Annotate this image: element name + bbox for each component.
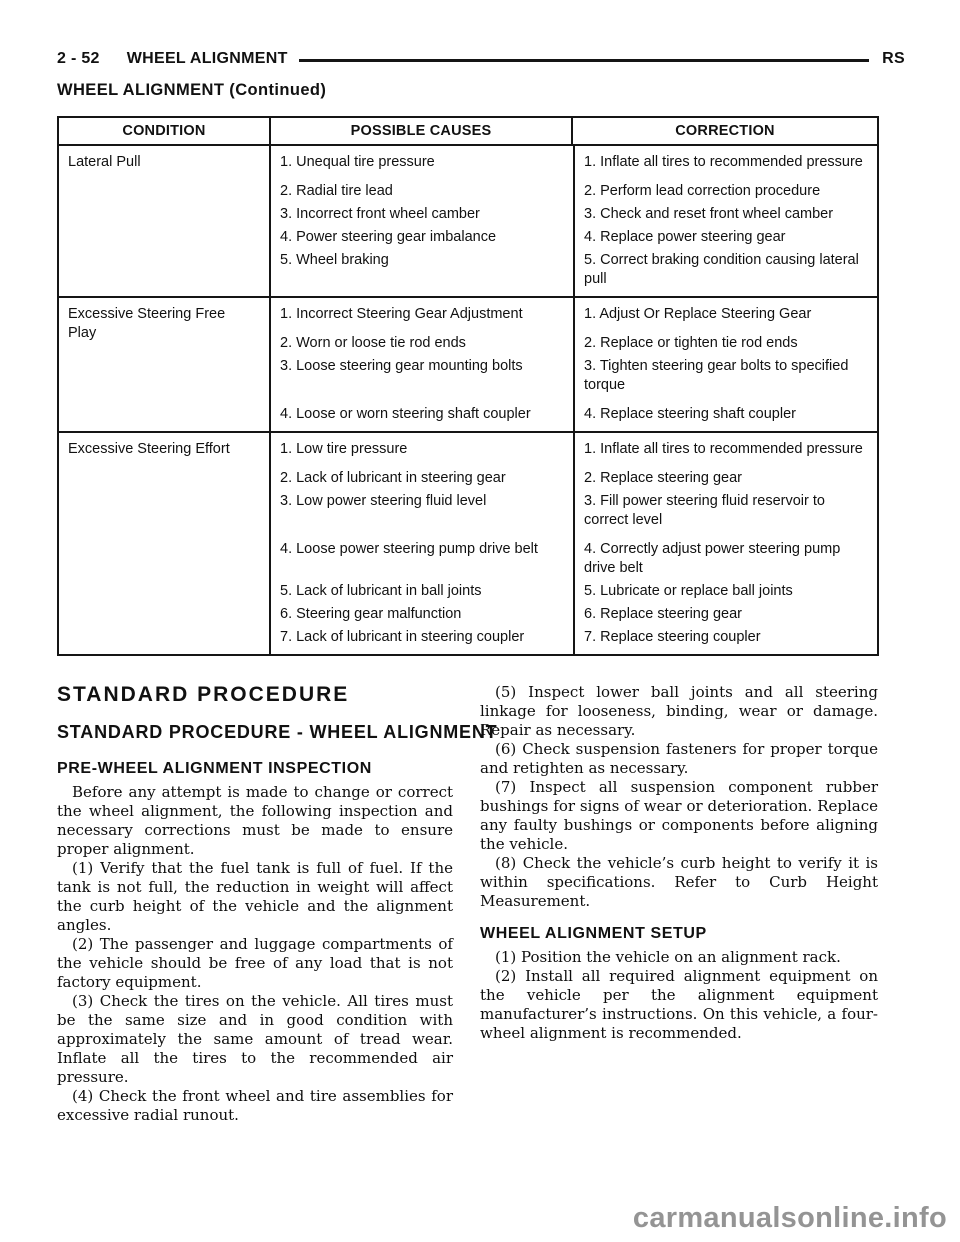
- cause-correction-pair: [271, 357, 877, 395]
- cause-correction-pair: [271, 334, 877, 353]
- cause-correction-pair: [271, 405, 877, 424]
- cause-cell: 4. Power steering gear imbalance: [280, 229, 497, 245]
- cause-cell: 5. Wheel braking: [280, 252, 389, 268]
- cause-cell: 3. Incorrect front wheel camber: [280, 206, 480, 222]
- standard-procedure-heading: STANDARD PROCEDURE: [57, 683, 350, 706]
- inspection-step-5: (5) Inspect lower ball joints and all steering linkage for looseness, binding, wear or damage. Repair as necessary.: [480, 683, 878, 739]
- cause-cell: 2. Radial tire lead: [280, 183, 393, 199]
- cause-correction-list: [271, 146, 877, 296]
- model-code: RS: [882, 50, 905, 67]
- cause-correction-list: [271, 298, 877, 431]
- section-title: WHEEL ALIGNMENT: [126, 50, 288, 67]
- right-column: [480, 683, 878, 1125]
- correction-cell: 1. Inflate all tires to recommended pressure: [584, 154, 863, 170]
- correction-cell: 1. Adjust Or Replace Steering Gear: [584, 306, 812, 322]
- inspection-step-3: (3) Check the tires on the vehicle. All tires must be the same size and in good condition with approximately the same amount of tread wear. Inflate all the tires to the recommended air pressure.: [57, 992, 453, 1086]
- setup-step-1: (1) Position the vehicle on an alignment rack.: [495, 948, 841, 966]
- column-header-condition: CONDITION: [59, 118, 271, 144]
- cause-cell: 1. Unequal tire pressure: [280, 154, 435, 170]
- inspection-step-7: (7) Inspect all suspension component rubber bushings for signs of wear or deterioration. Replace any faulty bushings or components before aligning the vehicle.: [480, 778, 878, 853]
- cause-correction-pair: [271, 540, 877, 578]
- cause-cell: 1. Low tire pressure: [280, 441, 408, 457]
- correction-cell: 4. Replace steering shaft coupler: [584, 406, 796, 422]
- inspection-step-2: (2) The passenger and luggage compartments of the vehicle should be free of any load that is not factory equipment.: [57, 935, 453, 991]
- correction-cell: 6. Replace steering gear: [584, 606, 742, 622]
- diagnosis-table: [57, 116, 879, 656]
- correction-cell: 7. Replace steering coupler: [584, 629, 761, 645]
- inspection-step-4: (4) Check the front wheel and tire assemblies for excessive radial runout.: [57, 1087, 453, 1124]
- left-column: [57, 683, 498, 1125]
- condition-cell: Excessive Steering Free Play: [59, 298, 271, 431]
- inspection-intro-paragraph: Before any attempt is made to change or correct the wheel alignment, the following inspection and necessary corrections must be made to ensure proper alignment.: [57, 783, 453, 858]
- cause-correction-pair: [271, 251, 877, 289]
- cause-correction-pair: [271, 628, 877, 647]
- column-header-correction: CORRECTION: [675, 123, 775, 139]
- cause-cell: 2. Worn or loose tie rod ends: [280, 335, 466, 351]
- correction-cell: 2. Perform lead correction procedure: [584, 183, 821, 199]
- correction-cell: 3. Check and reset front wheel camber: [584, 206, 834, 222]
- correction-cell: 3. Fill power steering fluid reservoir to correct level: [584, 493, 825, 528]
- correction-cell: 3. Tighten steering gear bolts to specified torque: [584, 358, 849, 393]
- table-row: [59, 298, 877, 433]
- correction-cell: 1. Inflate all tires to recommended pressure: [584, 441, 863, 457]
- column-header-possible-causes: POSSIBLE CAUSES: [271, 118, 573, 144]
- page-number: 2 - 52: [57, 50, 100, 67]
- inspection-step-1: (1) Verify that the fuel tank is full of fuel. If the tank is not full, the reduction in weight will affect the curb height of the vehicle and the alignment angles.: [57, 859, 453, 934]
- cause-cell: 4. Loose or worn steering shaft coupler: [280, 406, 531, 422]
- cause-correction-pair: [271, 205, 877, 224]
- cause-cell: 3. Low power steering fluid level: [280, 493, 487, 509]
- correction-cell: 5. Correct braking condition causing lateral pull: [584, 252, 859, 287]
- setup-step-2: (2) Install all required alignment equipment on the vehicle per the alignment equipment manufacturer’s instructions. On this vehicle, a four-wheel alignment is recommended.: [480, 967, 878, 1042]
- correction-cell: 5. Lubricate or replace ball joints: [584, 583, 793, 599]
- wheel-alignment-setup-heading: WHEEL ALIGNMENT SETUP: [480, 925, 707, 942]
- inspection-step-8: (8) Check the vehicle’s curb height to verify it is within specifications. Refer to Curb Height Measurement.: [480, 854, 878, 910]
- cause-correction-pair: [271, 582, 877, 601]
- continued-heading: WHEEL ALIGNMENT (Continued): [57, 81, 327, 99]
- correction-cell: 2. Replace or tighten tie rod ends: [584, 335, 798, 351]
- cause-cell: 5. Lack of lubricant in ball joints: [280, 583, 482, 599]
- condition-cell: Excessive Steering Effort: [59, 433, 271, 654]
- standard-procedure-wheel-alignment-heading: STANDARD PROCEDURE - WHEEL ALIGNMENT: [57, 722, 498, 742]
- correction-cell: 4. Replace power steering gear: [584, 229, 786, 245]
- cause-correction-pair: [271, 469, 877, 488]
- cause-correction-pair: [271, 182, 877, 201]
- cause-correction-pair: [271, 228, 877, 247]
- cause-correction-pair: [271, 440, 877, 459]
- cause-cell: 3. Loose steering gear mounting bolts: [280, 358, 523, 374]
- pre-wheel-alignment-inspection-heading: PRE-WHEEL ALIGNMENT INSPECTION: [57, 760, 372, 777]
- cause-correction-pair: [271, 305, 877, 324]
- table-row: [59, 146, 877, 298]
- table-row: [59, 433, 877, 654]
- watermark: carmanualsonline.info: [632, 1202, 947, 1234]
- cause-correction-list: [271, 433, 877, 654]
- condition-cell: Lateral Pull: [59, 146, 271, 296]
- table-header-row: [59, 118, 877, 146]
- cause-cell: 2. Lack of lubricant in steering gear: [280, 470, 506, 486]
- page-header: [57, 50, 905, 68]
- correction-cell: 4. Correctly adjust power steering pump drive belt: [584, 541, 841, 576]
- procedure-text: [57, 683, 905, 1125]
- cause-cell: 6. Steering gear malfunction: [280, 606, 462, 622]
- cause-correction-pair: [271, 153, 877, 172]
- correction-cell: 2. Replace steering gear: [584, 470, 742, 486]
- cause-cell: 4. Loose power steering pump drive belt: [280, 541, 538, 557]
- cause-cell: 1. Incorrect Steering Gear Adjustment: [280, 306, 523, 322]
- header-rule: [299, 59, 870, 62]
- cause-cell: 7. Lack of lubricant in steering coupler: [280, 629, 525, 645]
- inspection-step-6: (6) Check suspension fasteners for proper torque and retighten as necessary.: [480, 740, 878, 777]
- cause-correction-pair: [271, 492, 877, 530]
- cause-correction-pair: [271, 605, 877, 624]
